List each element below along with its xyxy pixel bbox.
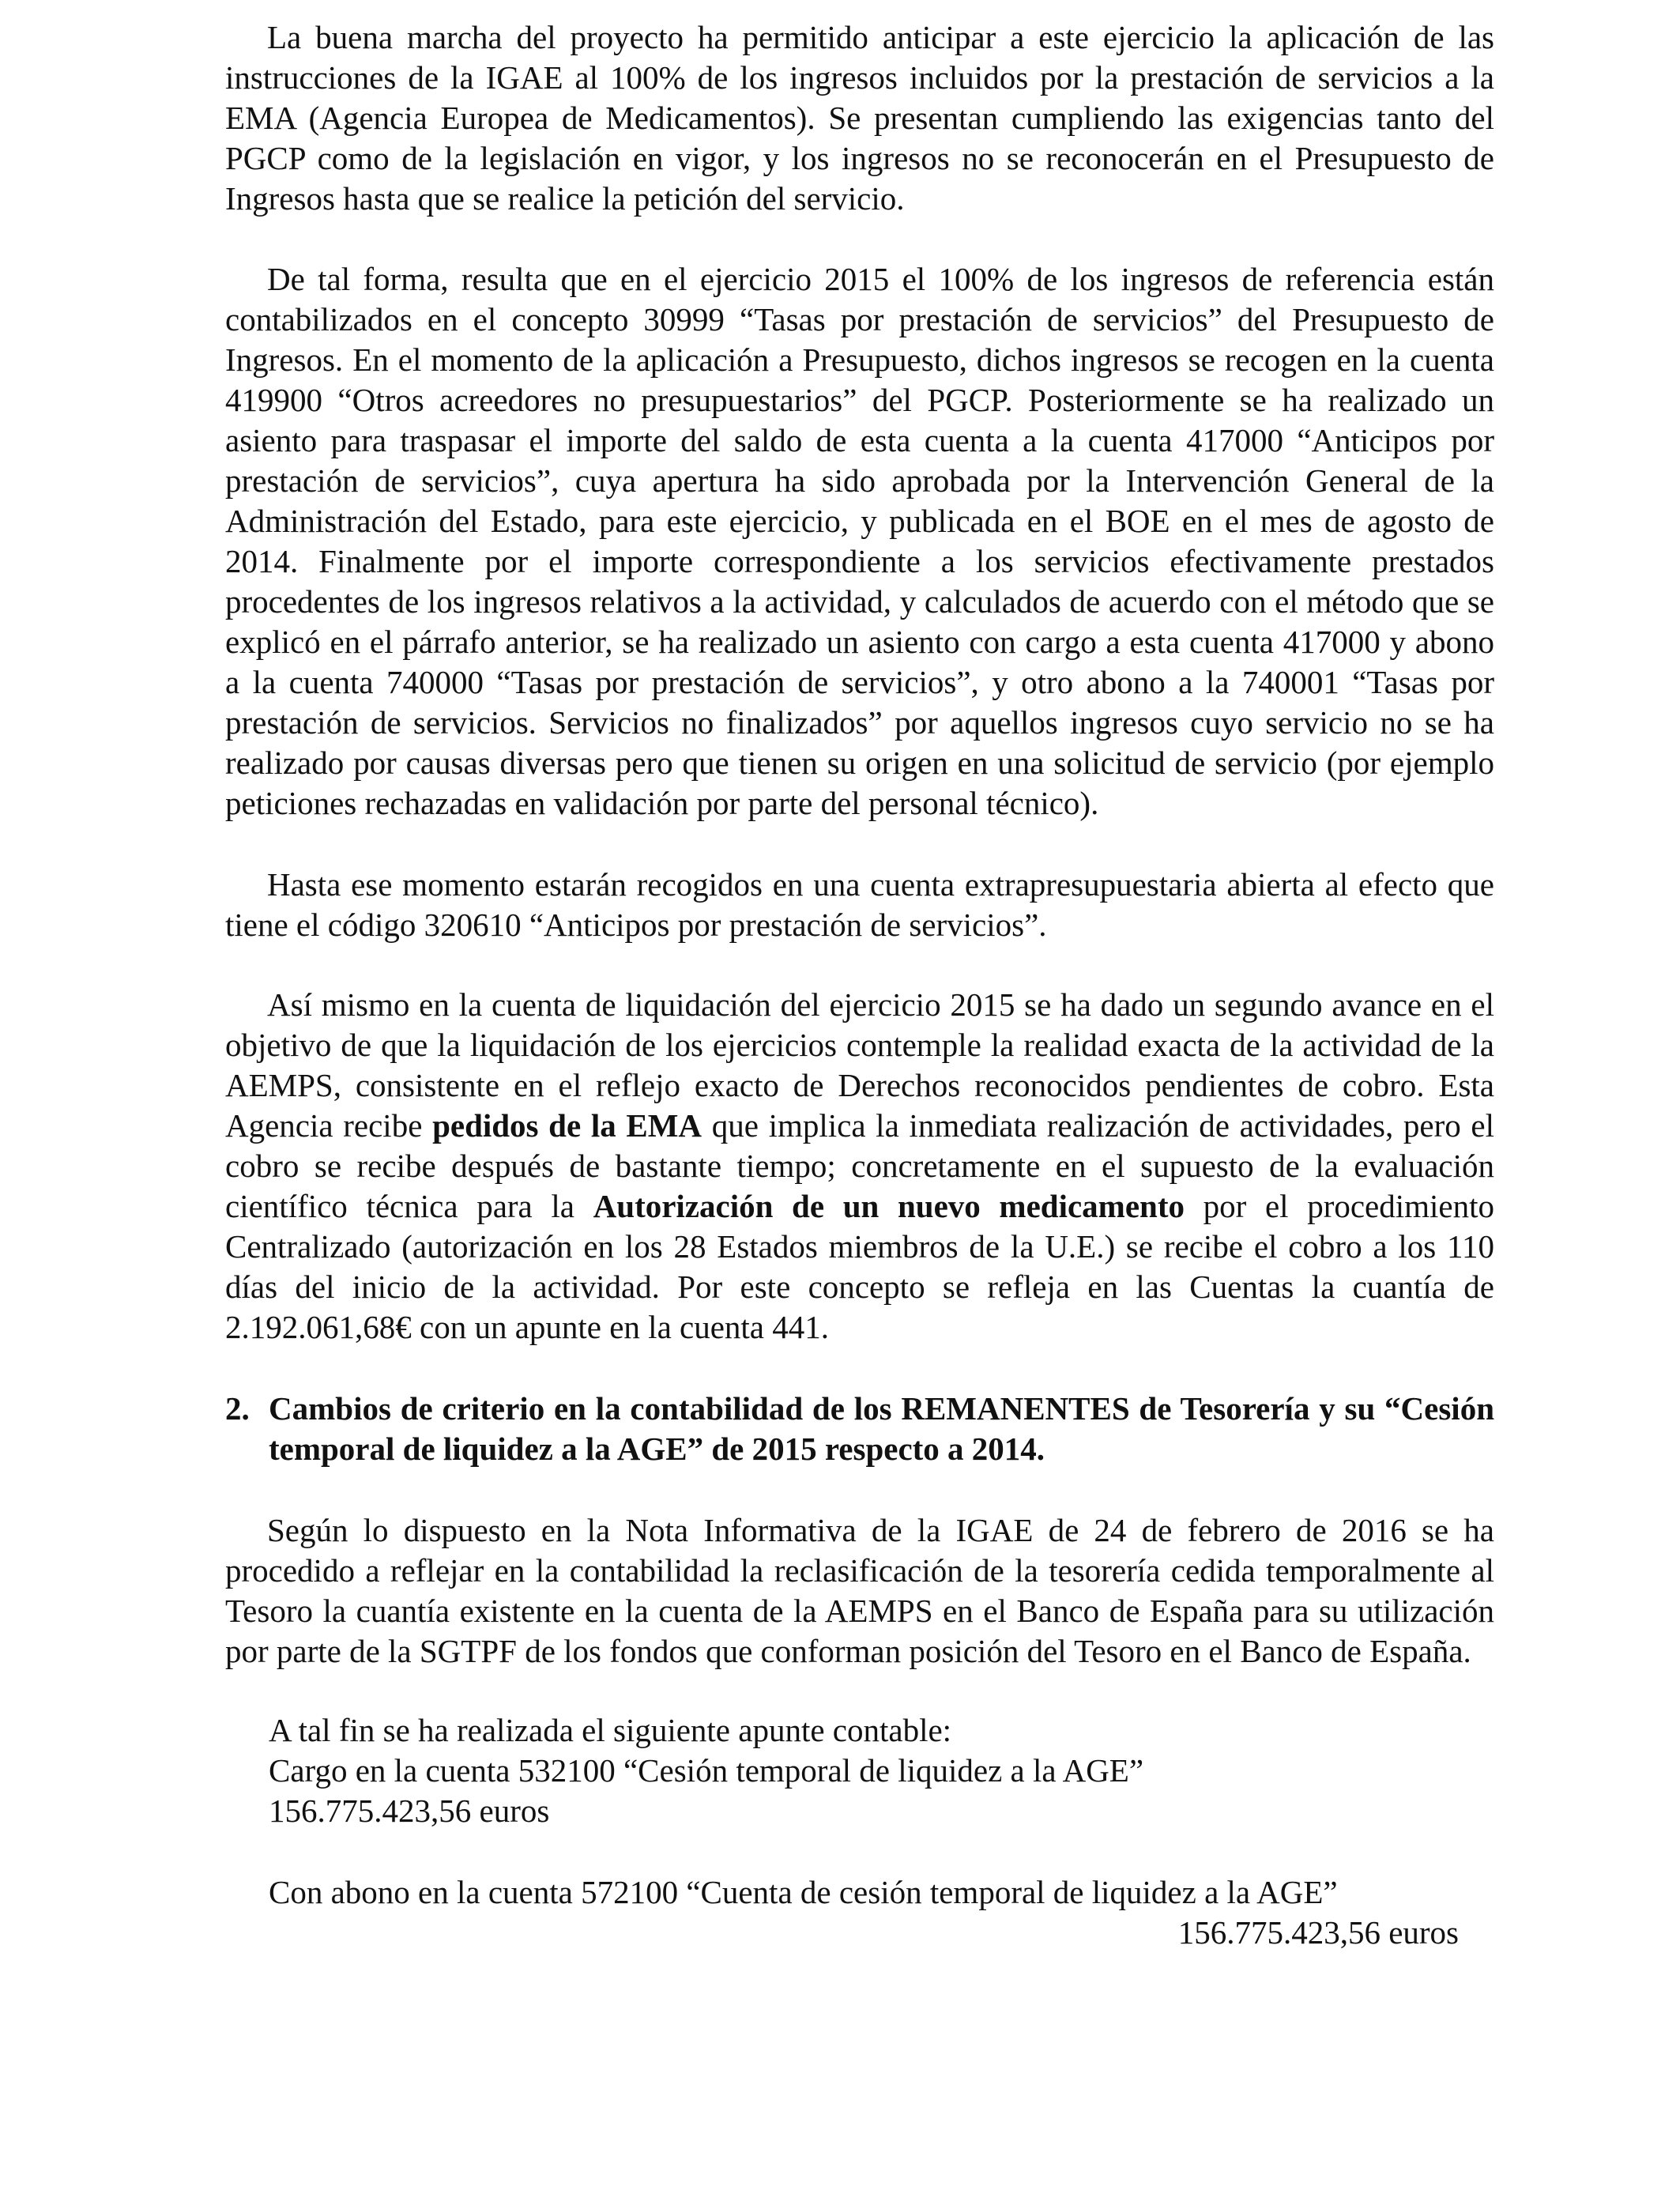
paragraph-liquidation-part-1: Así mismo en la cuenta de liquidación del ejercicio 2015 se ha dado un segundo avance en el objetivo de que la liquidación de los ejercicios contemple la realidad exacta de la actividad de la AEMPS, consistente en el reflejo exacto de Derechos reconocidos pendientes de cobro. Esta Agencia recibe: [225, 986, 1494, 1144]
entry-abono-amount: 156.775.423,56 euros: [1177, 1914, 1459, 1951]
paragraph-liquidation: [225, 985, 1494, 1348]
paragraph-igae-note: Según lo dispuesto en la Nota Informativa de la IGAE de 24 de febrero de 2016 se ha procedido a reflejar en la contabilidad la reclasificación de la tesorería cedida temporalmente al Tesoro la cuantía existente en la cuenta de la AEMPS en el Banco de España para su utilización por parte de la SGTPF de los fondos que conforman posición del Tesoro en el Banco de España.: [225, 1512, 1494, 1669]
entry-cargo-amount: 156.775.423,56 euros: [269, 1793, 550, 1829]
section-title: Cambios de criterio en la contabilidad de los REMANENTES de Tesorería y su “Cesión temporal de liquidez a la AGE” de 2015 respecto a 2014.: [269, 1390, 1494, 1467]
paragraph-liquidation-part-2: que implica la inmediata realización de actividades, pero el cobro se recibe después de bastante tiempo; concretamente en el supuesto de la evaluación científico técnica para la: [225, 1107, 1495, 1224]
paragraph-accounting-2015: De tal forma, resulta que en el ejercicio 2015 el 100% de los ingresos de referencia están contabilizados en el concepto 30999 “Tasas por prestación de servicios” del Presupuesto de Ingresos. En el momento de la aplicación a Presupuesto, dichos ingresos se recogen en la cuenta 419900 “Otros acreedores no presupuestarios” del PGCP. Posteriormente se ha realizado un asiento para traspasar el importe del saldo de esta cuenta a la cuenta 417000 “Anticipos por prestación de servicios”, cuya apertura ha sido aprobada por la Intervención General de la Administración del Estado, para este ejercicio, y publicada en el BOE en el mes de agosto de 2014. Finalmente por el importe correspondiente a los servicios efectivamente prestados procedentes de los ingresos relativos a la actividad, y calculados de acuerdo con el método que se explicó en el párrafo anterior, se ha realizado un asiento con cargo a esta cuenta 417000 y abono a la cuenta 740000 “Tasas por prestación de servicios”, y otro abono a la 740001 “Tasas por prestación de servicios. Servicios no finalizados” por aquellos ingresos cuyo servicio no se ha realizado por causas diversas pero que tienen su origen en una solicitud de servicio (por ejemplo peticiones rechazadas en validación por parte del personal técnico).: [225, 261, 1494, 821]
paragraph-ema-revenue: La buena marcha del proyecto ha permitido anticipar a este ejercicio la aplicación de las instrucciones de la IGAE al 100% de los ingresos incluidos por la prestación de servicios a la EMA (Agencia Europea de Medicamentos). Se presentan cumpliendo las exigencias tanto del PGCP como de la legislación en vigor, y los ingresos no se reconocerán en el Presupuesto de Ingresos hasta que se realice la petición del servicio.: [225, 19, 1494, 217]
section-number: 2.: [225, 1390, 250, 1427]
section-heading: [225, 1389, 1494, 1469]
paragraph-liquidation-part-3: por el procedimiento Centralizado (autorización en los 28 Estados miembros de la U.E.) se recibe el cobro a los 110 días del inicio de la actividad. Por este concepto se refleja en las Cuentas la cuantía de 2.192.061,68€ con un apunte en la cuenta 441.: [225, 1188, 1495, 1345]
entry-cargo: Cargo en la cuenta 532100 “Cesión temporal de liquidez a la AGE”: [269, 1752, 1144, 1789]
document-page: [225, 17, 1494, 1953]
entry-intro: A tal fin se ha realizada el siguiente apunte contable:: [269, 1712, 952, 1748]
paragraph-extrabudget-account: Hasta ese momento estarán recogidos en una cuenta extrapresupuestaria abierta al efecto que tiene el código 320610 “Anticipos por prestación de servicios”.: [225, 866, 1494, 943]
bold-new-medicine-authorization: Autorización de un nuevo medicamento: [593, 1188, 1185, 1224]
bold-ema-orders: pedidos de la EMA: [432, 1107, 703, 1144]
entry-abono: Con abono en la cuenta 572100 “Cuenta de cesión temporal de liquidez a la AGE”: [269, 1874, 1338, 1910]
